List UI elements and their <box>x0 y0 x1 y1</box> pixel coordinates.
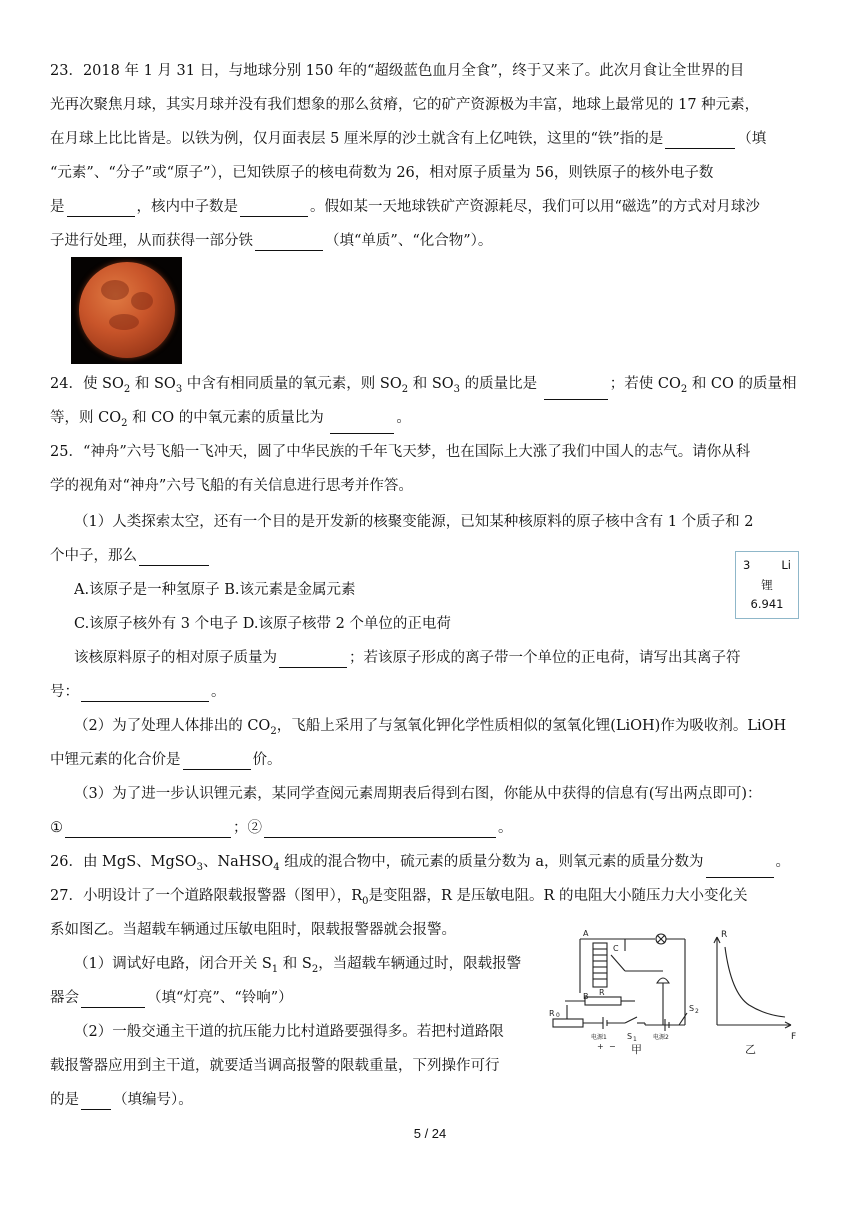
answer-blank[interactable] <box>665 132 735 149</box>
q25-options-cd: C.该原子核外有 3 个电子 D.该原子核带 2 个单位的正电荷 <box>74 616 451 632</box>
moon-disk <box>79 262 175 358</box>
q25-part1-line2: 个中子，那么 <box>50 546 812 566</box>
svg-text:0: 0 <box>556 1012 560 1019</box>
answer-blank[interactable] <box>81 1093 111 1110</box>
q25-part1-line4: 号： 。 <box>50 684 226 700</box>
label-a: A <box>583 929 589 938</box>
q25-part2-line2: 中锂元素的化合价是 价。 <box>50 752 282 768</box>
alarm-circuit-figure <box>545 925 805 1085</box>
answer-blank[interactable] <box>544 383 608 400</box>
svg-text:2: 2 <box>695 1008 699 1015</box>
answer-blank[interactable] <box>81 991 145 1008</box>
lithium-element-card <box>735 551 799 619</box>
q23-line3: 在月球上比比皆是。以铁为例，仅月面表层 5 厘米厚的沙土就含有上亿吨铁，这里的“铁”指的是 （填 <box>50 131 767 147</box>
svg-text:−: − <box>609 1042 616 1051</box>
answer-blank[interactable] <box>330 417 394 434</box>
q25-part1-line3: 该核原料原子的相对原子质量为 ；若该原子形成的离子带一个单位的正电荷，请写出其离子符 <box>74 650 741 666</box>
answer-blank[interactable] <box>183 753 251 770</box>
answer-blank[interactable] <box>65 821 231 838</box>
label-b: B <box>583 992 589 1001</box>
q24-line2: 等，则 $CO_2$ 和 CO 的中氧元素的质量比为 。 <box>50 408 812 434</box>
q27-part2-line1: （2）一般交通主干道的抗压能力比村道路要强得多。若把村道路限 <box>74 1024 504 1040</box>
q27-part2-line2: 载报警器应用到主干道，就要适当调高报警的限载重量，下列操作可行 <box>50 1058 500 1074</box>
answer-blank[interactable] <box>706 861 774 878</box>
element-symbol: Li <box>781 558 791 572</box>
label-s2: S <box>689 1004 695 1013</box>
switch-s2 <box>679 1013 687 1025</box>
answer-blank[interactable] <box>67 200 135 217</box>
q23-line2: 光再次聚焦月球，其实月球并没有我们想象的那么贫瘠，它的矿产资源极为丰富，地球上最常见的 17 种元素， <box>50 97 760 113</box>
q23-line4: “元素”、“分子”或“原子”），已知铁原子的核电荷数为 26，相对原子质量为 56，则铁原子的核外电子数 <box>50 165 714 181</box>
svg-text:+: + <box>597 1042 604 1051</box>
bell-icon <box>657 978 669 983</box>
blood-moon-photo <box>71 257 182 364</box>
q27-line2: 系如图乙。当超载车辆通过压敏电阻时，限载报警器就会报警。 <box>50 922 456 938</box>
resistance-force-graph <box>714 930 796 1056</box>
q23-line1: 23．2018 年 1 月 31 日，与地球分别 150 年的“超级蓝色血月全食”，终于又来了。此次月食让全世界的目 <box>50 63 745 79</box>
answer-blank[interactable] <box>264 821 496 838</box>
page-number: 5 / 24 <box>413 1126 447 1141</box>
q27-part1-line1: （1）调试好电路，闭合开关 $S_1$ 和 $S_2$，当超载车辆通过时，限载报警 <box>74 956 522 975</box>
q27-part2-line3: 的是 （填编号）。 <box>50 1092 193 1108</box>
q27-line1: 27．小明设计了一个道路限载报警器（图甲），$R_0$是变阻器，R 是压敏电阻。R 的电阻大小随压力大小变化关 <box>50 888 748 907</box>
answer-blank[interactable] <box>279 651 347 668</box>
q25-part3-line1: （3）为了进一步认识锂元素，某同学查阅元素周期表后得到右图，你能从中获得的信息有(写出两点即可)： <box>74 786 762 802</box>
figure-label-yi: 乙 <box>745 1043 756 1056</box>
axis-label-r: R <box>721 930 728 940</box>
atomic-mass: 6.941 <box>750 597 784 611</box>
answer-blank[interactable] <box>81 685 209 702</box>
atomic-number: 3 <box>743 558 751 572</box>
q25-part3-line2: ① ；② 。 <box>50 820 513 836</box>
q25-line2: 学的视角对“神舟”六号飞船的有关信息进行思考并作答。 <box>50 478 413 494</box>
q25-options-ab: A.该原子是一种氢原子 B.该元素是金属元素 <box>74 582 356 598</box>
q27-part1-line2: 器会 （填“灯亮”、“铃响”） <box>50 990 293 1006</box>
label-s1: S <box>627 1032 633 1041</box>
label-r0: R <box>549 1009 555 1018</box>
electromagnet <box>593 943 607 987</box>
label-c: C <box>613 944 619 953</box>
q23-line6: 子进行处理，从而获得一部分铁 （填“单质”、“化合物”）。 <box>50 233 493 249</box>
answer-blank[interactable] <box>255 234 323 251</box>
q23-line5: 是 ，核内中子数是 。假如某一天地球铁矿产资源耗尽，我们可以用“磁选”的方式对月球沙 <box>50 199 760 215</box>
element-name: 锂 <box>761 578 773 592</box>
q25-part2-line1: （2）为了处理人体排出的 $CO_2$，飞船上采用了与氢氧化钾化学性质相似的氢氧化锂(LiOH)作为吸收剂。LiOH <box>74 718 787 737</box>
label-r: R <box>599 988 605 997</box>
axis-label-f: F <box>791 1032 797 1042</box>
pressure-resistor <box>585 997 621 1005</box>
answer-blank[interactable] <box>139 549 209 566</box>
switch-s1 <box>625 1017 637 1023</box>
answer-blank[interactable] <box>240 200 308 217</box>
q25-line1: 25．“神舟”六号飞船一飞冲天，圆了中华民族的千年飞天梦，也在国际上大涨了我们中国人的志气。请你从科 <box>50 444 751 460</box>
figure-label-jia: 甲 <box>631 1043 642 1056</box>
q24-line1: 24．使 $SO_2$ 和 $SO_3$ 中含有相同质量的氧元素，则 $SO_2$ 和 $SO_3$ 的质量比是 ；若使 $CO_2$ 和 CO 的质量相 <box>50 374 812 400</box>
q25-part1-line1: （1）人类探索太空，还有一个目的是开发新的核聚变能源，已知某种核原料的原子核中含有 1 个质子和 2 <box>74 514 754 530</box>
label-power-2: 电源2 <box>653 1034 669 1041</box>
resistance-curve <box>725 947 785 1017</box>
rheostat <box>553 1019 583 1027</box>
svg-text:1: 1 <box>633 1036 637 1043</box>
label-power-1: 电源1 <box>591 1034 607 1041</box>
q26-line1: 26．由 MgS、MgSO$_3$、NaHSO$_4$ 组成的混合物中，硫元素的质量分数为 a，则氧元素的质量分数为 。 <box>50 852 812 878</box>
